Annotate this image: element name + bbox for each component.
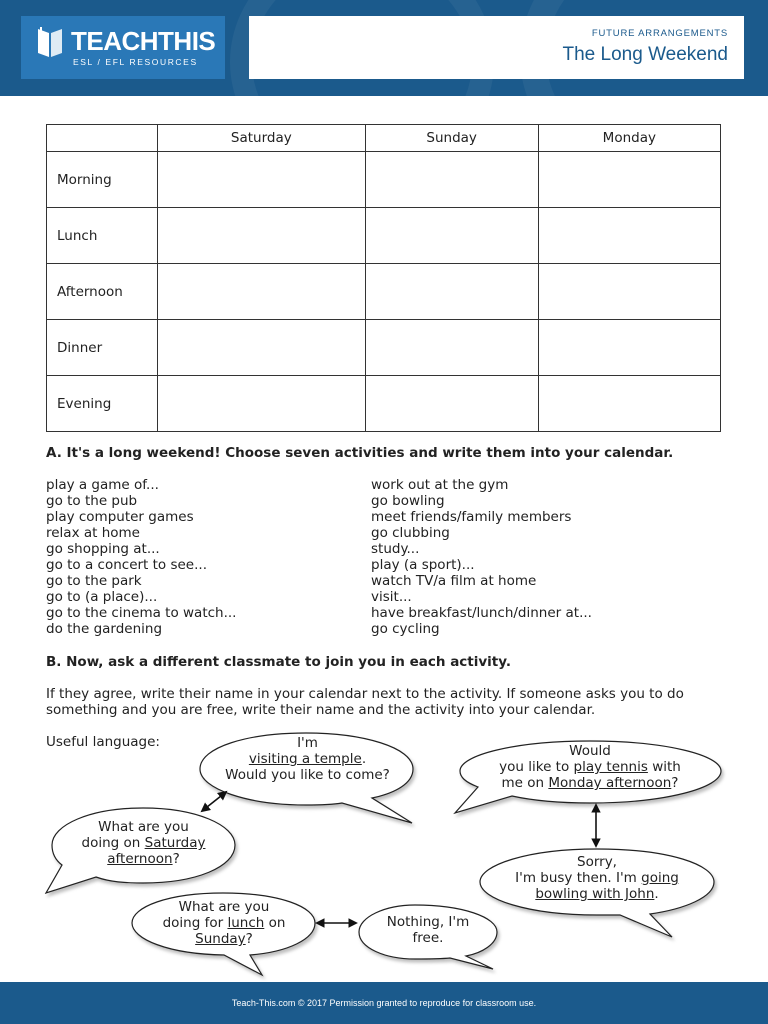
bubble-line: Would you like to come?	[225, 767, 390, 783]
bubble-line	[55, 851, 232, 867]
day-header-monday: Monday	[538, 125, 720, 152]
list-item: go to the pub	[46, 493, 138, 509]
underlined-phrase: visiting a temple	[248, 751, 362, 767]
activity-list-right	[371, 477, 592, 637]
bubble-fragment: I'm busy then. I'm	[515, 870, 642, 886]
list-item: do the gardening	[46, 621, 163, 637]
calendar-cell[interactable]	[158, 208, 366, 264]
underlined-phrase: Monday afternoon	[548, 775, 672, 791]
section-b-heading: B. Now, ask a different classmate to join you in each activity.	[46, 654, 511, 670]
bubble-fragment: with	[647, 759, 681, 775]
list-item: go to the cinema to watch...	[46, 605, 237, 621]
footer-banner	[0, 982, 768, 1024]
calendar-cell[interactable]	[365, 320, 538, 376]
underlined-phrase: play tennis	[573, 759, 648, 775]
calendar-cell[interactable]	[158, 152, 366, 208]
bubble-line: What are you	[98, 819, 189, 835]
section-b-instructions-2: something and you are free, write their name and the activity into your calendar.	[46, 702, 596, 718]
row-label-afternoon: Afternoon	[47, 264, 158, 320]
underlined-phrase: afternoon	[107, 851, 173, 867]
title-box	[249, 16, 744, 79]
bubble-text-lunch	[136, 899, 312, 947]
calendar-row	[47, 320, 721, 376]
list-item: go to a concert to see...	[46, 557, 207, 573]
list-item: play (a sport)...	[371, 557, 475, 573]
bubble-fragment: doing for	[162, 915, 228, 931]
book-icon	[35, 25, 65, 59]
calendar-cell[interactable]	[538, 152, 720, 208]
list-item: watch TV/a film at home	[371, 573, 537, 589]
bubble-line	[483, 870, 711, 886]
underlined-phrase: bowling with John	[535, 886, 655, 902]
calendar-header-row	[47, 125, 721, 152]
list-item: go clubbing	[371, 525, 450, 541]
underlined-phrase: lunch	[227, 915, 265, 931]
worksheet-title: The Long Weekend	[562, 44, 728, 65]
calendar-row	[47, 152, 721, 208]
calendar-cell[interactable]	[158, 264, 366, 320]
bubble-fragment: .	[361, 751, 367, 767]
bubble-line: Would	[569, 743, 611, 759]
calendar-cell[interactable]	[365, 264, 538, 320]
worksheet-category: FUTURE ARRANGEMENTS	[591, 28, 728, 39]
bubble-fragment: ?	[245, 931, 253, 947]
bubble-line: I'm	[297, 735, 318, 751]
list-item: visit...	[371, 589, 412, 605]
list-item: study...	[371, 541, 420, 557]
calendar-cell[interactable]	[538, 320, 720, 376]
list-item: go to (a place)...	[46, 589, 158, 605]
section-a-heading: A. It's a long weekend! Choose seven activities and write them into your calendar.	[46, 445, 674, 461]
logo-text: TEACHTHIS	[71, 26, 216, 56]
list-item: work out at the gym	[371, 477, 509, 493]
double-arrow	[202, 792, 226, 811]
copyright-text: Teach-This.com © 2017 Permission granted to reproduce for classroom use.	[231, 998, 537, 1008]
list-item: go bowling	[371, 493, 445, 509]
row-label-lunch: Lunch	[47, 208, 158, 264]
header-banner	[0, 0, 768, 96]
bubble-fragment: me on	[501, 775, 549, 791]
bubble-line	[462, 759, 718, 775]
calendar-cell[interactable]	[538, 208, 720, 264]
underlined-phrase: going	[641, 870, 679, 886]
calendar-cell[interactable]	[158, 320, 366, 376]
weekend-calendar	[46, 124, 721, 432]
calendar-cell[interactable]	[365, 208, 538, 264]
bubble-text-nothing	[362, 914, 494, 946]
list-item: have breakfast/lunch/dinner at...	[371, 605, 592, 621]
bubble-text-visiting	[205, 735, 410, 783]
bubble-line: Sorry,	[577, 854, 617, 870]
day-header-saturday: Saturday	[158, 125, 366, 152]
bubble-line: Nothing, I'm	[386, 914, 470, 930]
calendar-cell[interactable]	[365, 376, 538, 432]
row-label-evening: Evening	[47, 376, 158, 432]
row-label-dinner: Dinner	[47, 320, 158, 376]
bubble-fragment: .	[654, 886, 659, 902]
underlined-phrase: Sunday	[195, 931, 246, 947]
list-item: go shopping at...	[46, 541, 160, 557]
logo-subtitle: ESL / EFL RESOURCES	[73, 57, 198, 67]
calendar-row	[47, 208, 721, 264]
bubble-line: free.	[412, 930, 444, 946]
bubble-text-busy	[483, 854, 711, 902]
bubble-line	[55, 835, 232, 851]
bubble-text-saturday	[55, 819, 232, 867]
bubble-fragment: on	[264, 915, 286, 931]
useful-language-label: Useful language:	[46, 734, 160, 750]
bubble-line	[136, 931, 312, 947]
bubble-fragment: ?	[671, 775, 679, 791]
calendar-cell[interactable]	[365, 152, 538, 208]
bubble-fragment: doing on	[81, 835, 145, 851]
bubble-fragment: ?	[172, 851, 180, 867]
list-item: play computer games	[46, 509, 194, 525]
bubble-line	[136, 915, 312, 931]
calendar-corner	[47, 125, 158, 152]
list-item: play a game of...	[46, 477, 159, 493]
list-item: meet friends/family members	[371, 509, 572, 525]
row-label-morning: Morning	[47, 152, 158, 208]
calendar-row	[47, 264, 721, 320]
calendar-cell[interactable]	[538, 264, 720, 320]
bubble-text-tennis	[462, 743, 718, 791]
bubble-line	[483, 886, 711, 902]
list-item: go to the park	[46, 573, 142, 589]
bubble-line	[205, 751, 410, 767]
bubble-line: What are you	[178, 899, 270, 915]
calendar-row	[47, 376, 721, 432]
bubble-fragment: you like to	[499, 759, 574, 775]
calendar-cell[interactable]	[158, 376, 366, 432]
list-item: relax at home	[46, 525, 140, 541]
activity-list-left	[46, 477, 236, 637]
logo	[21, 16, 225, 79]
list-item: go cycling	[371, 621, 440, 637]
day-header-sunday: Sunday	[365, 125, 538, 152]
bubble-line	[462, 775, 718, 791]
calendar-cell[interactable]	[538, 376, 720, 432]
underlined-phrase: Saturday	[144, 835, 206, 851]
section-b-instructions-1: If they agree, write their name in your calendar next to the activity. If someone asks you to do	[46, 686, 684, 702]
